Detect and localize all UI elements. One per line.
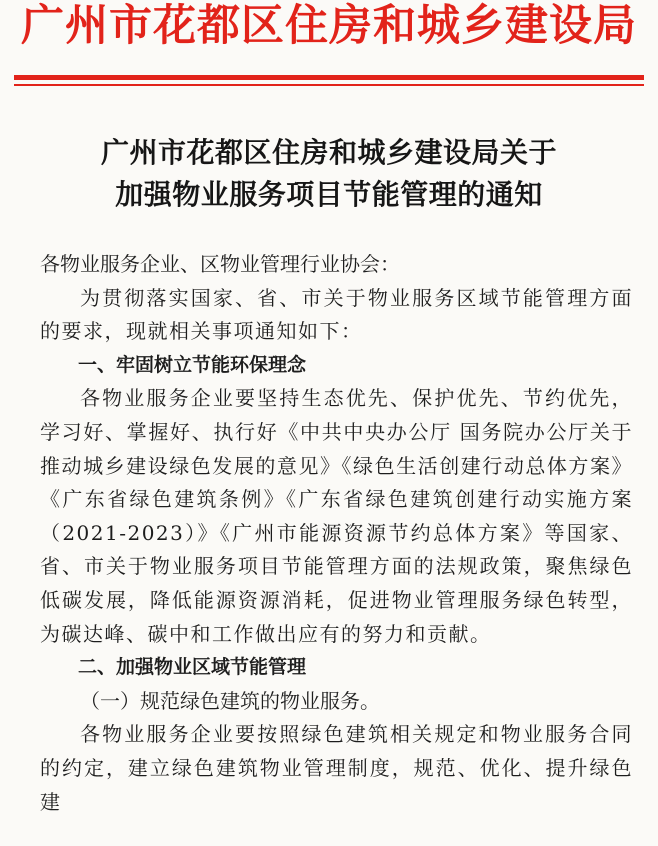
document-body	[40, 248, 633, 819]
section1-paragraph: 各物业服务企业要坚持生态优先、保护优先、节约优先，学习好、掌握好、执行好《中共中央办公厅 国务院办公厅关于推动城乡建设绿色发展的意见》《绿色生活创建行动总体方案》《广东省绿色建筑条例》《广东省绿色建筑创建行动实施方案（2021-2023）》《广州市能源资源节约总体方案》等国家、省、市关于物业服务项目节能管理方面的法规政策，聚焦绿色低碳发展，降低能源资源消耗，促进物业管理服务绿色转型，为碳达峰、碳中和工作做出应有的努力和贡献。	[40, 386, 633, 646]
section2-paragraph: 各物业服务企业要按照绿色建筑相关规定和物业服务合同的约定，建立绿色建筑物业管理制度，规范、优化、提升绿色建	[40, 722, 633, 814]
letterhead-rule-thin	[14, 84, 644, 86]
section2-heading: 二、加强物业区域节能管理	[78, 656, 307, 679]
section2-subheading: （一）规范绿色建筑的物业服务。	[80, 688, 380, 713]
letterhead-agency-name: 广州市花都区住房和城乡建设局	[21, 1, 637, 51]
document-title-line1: 广州市花都区住房和城乡建设局关于	[100, 136, 557, 169]
letterhead-rule-thick	[14, 75, 644, 80]
intro-paragraph: 为贯彻落实国家、省、市关于物业服务区域节能管理方面的要求，现就相关事项通知如下：	[40, 285, 633, 344]
addressee: 各物业服务企业、区物业管理行业协会：	[40, 252, 400, 276]
document-title-line2: 加强物业服务项目节能管理的通知	[115, 178, 543, 211]
section1-heading: 一、牢固树立节能环保理念	[78, 353, 307, 376]
